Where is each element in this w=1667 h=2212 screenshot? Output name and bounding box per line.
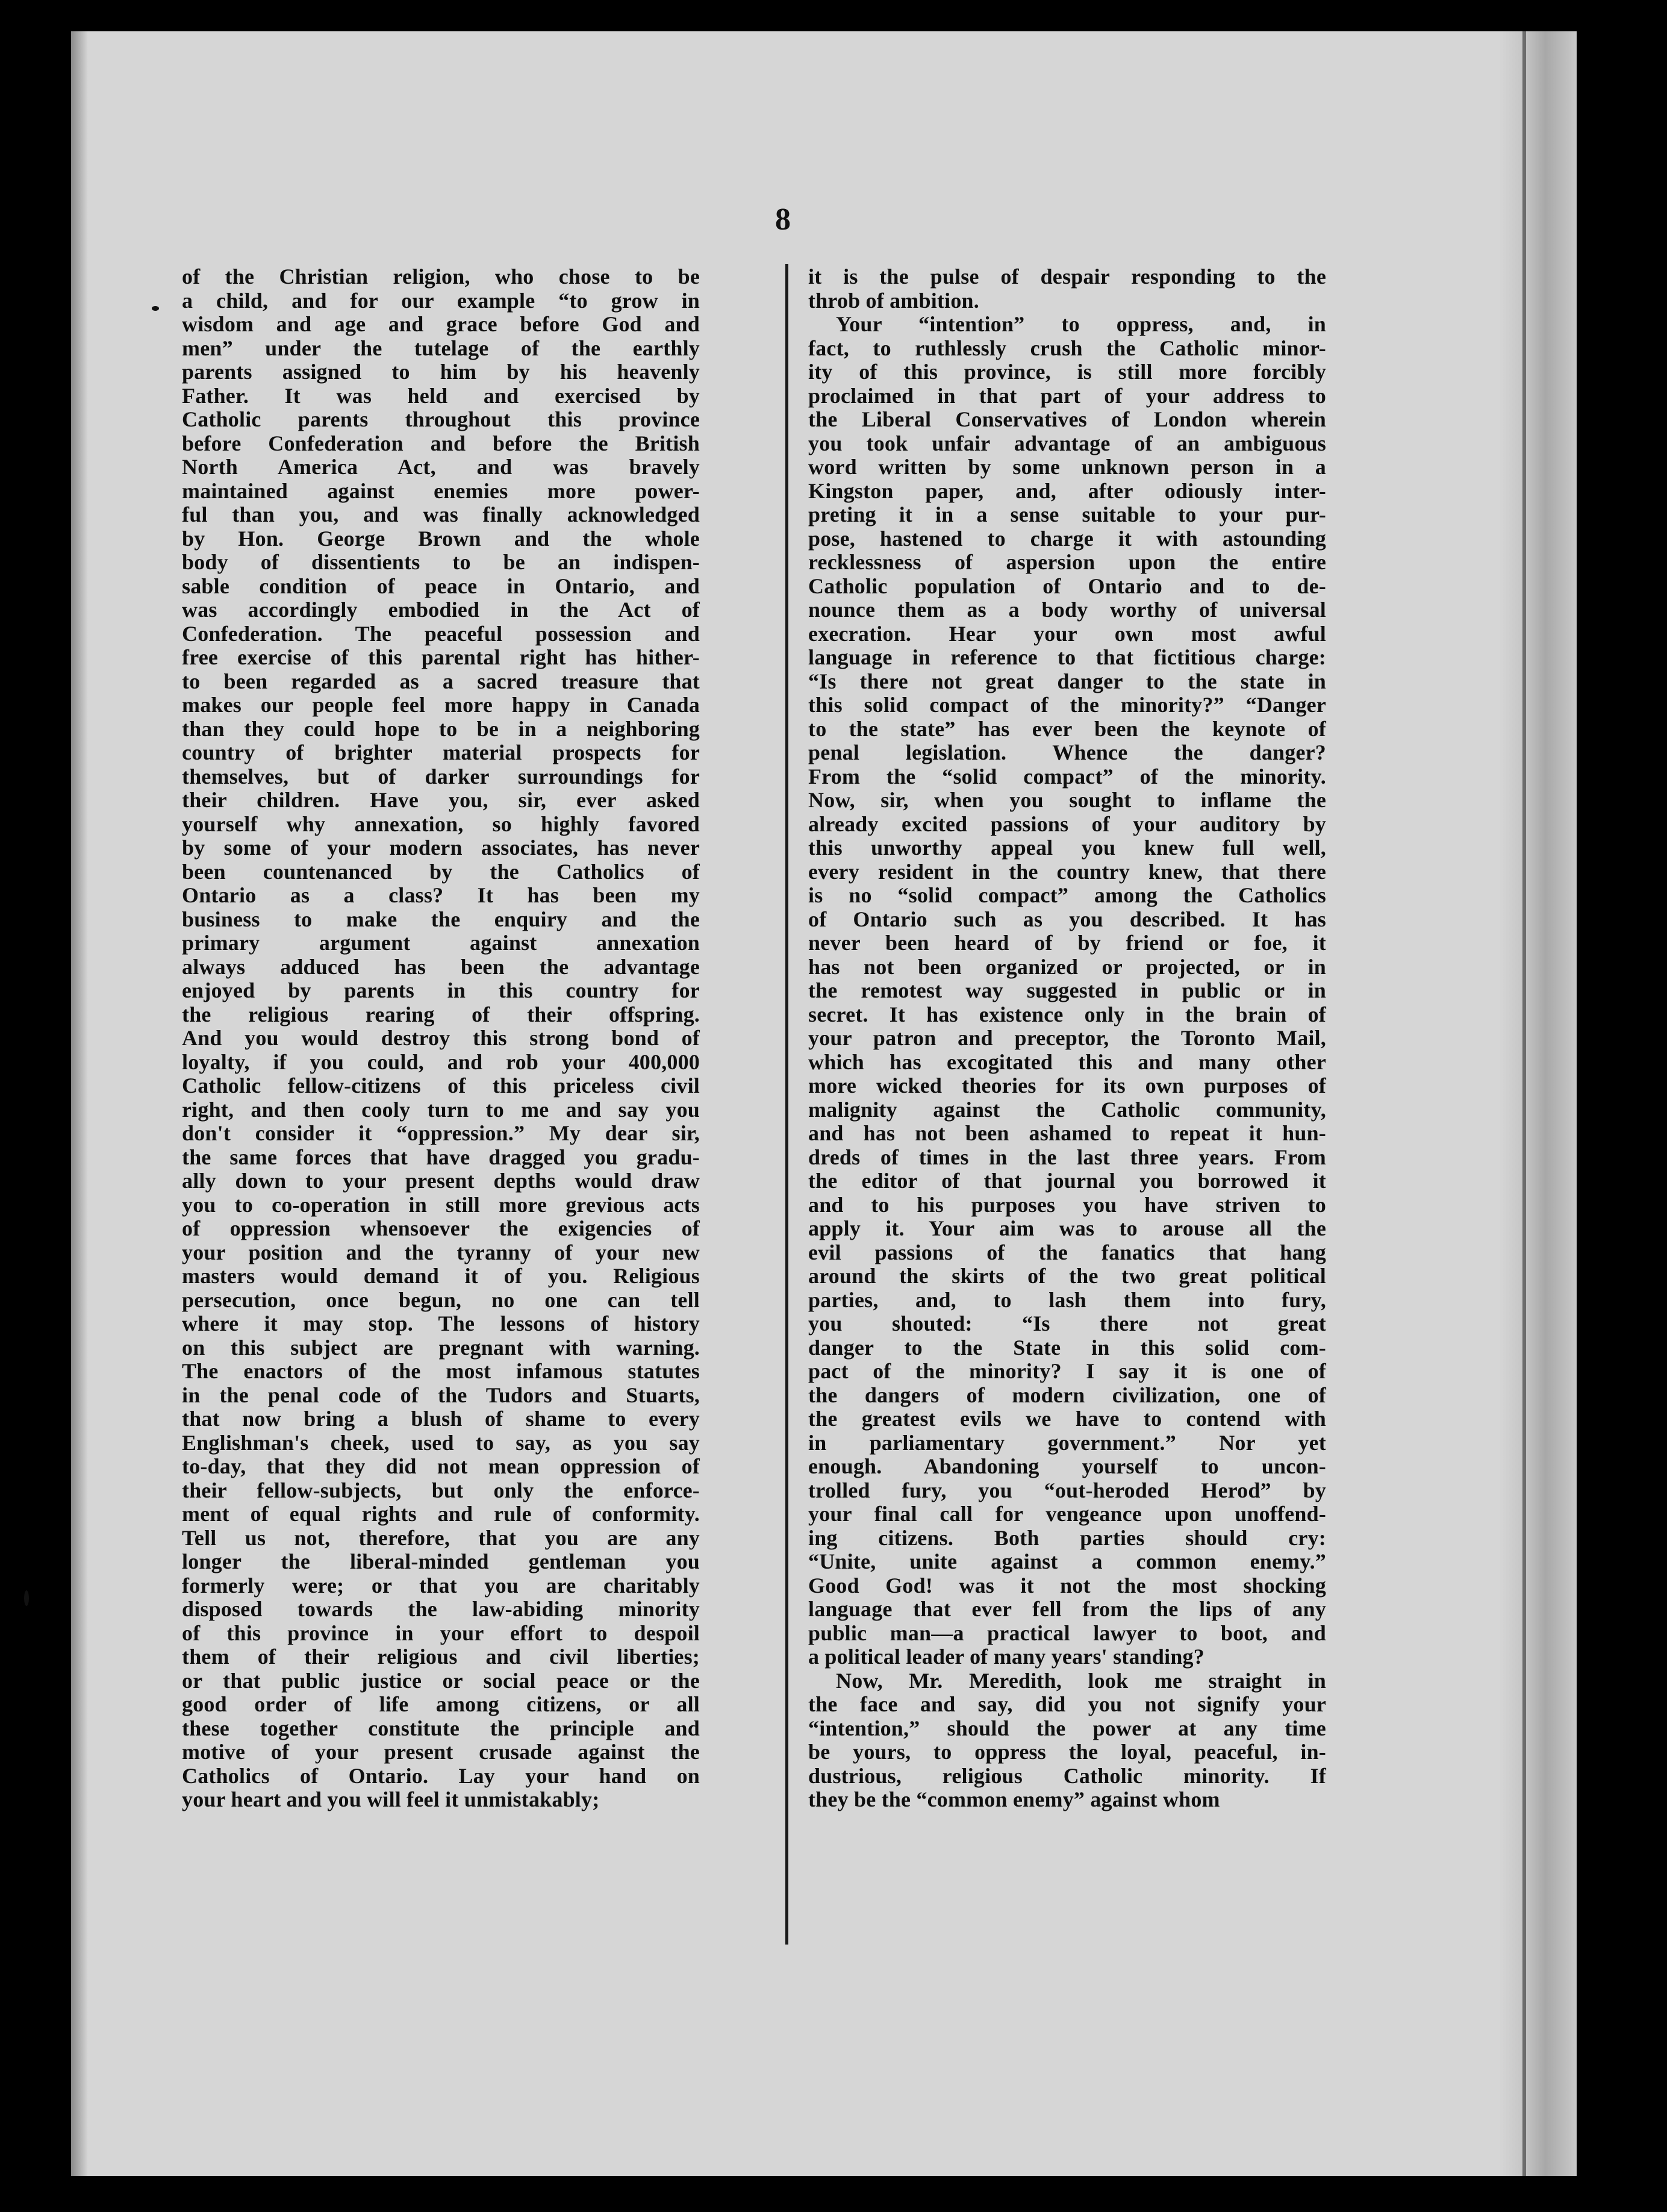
text-line: men” under the tutelage of the earthly <box>182 336 700 360</box>
text-line: parents assigned to him by his heavenly <box>182 360 700 384</box>
text-line: than they could hope to be in a neighboring <box>182 716 700 741</box>
text-line: language that ever fell from the lips of any <box>808 1597 1326 1621</box>
text-line: pose, hastened to charge it with astounding <box>808 526 1326 551</box>
text-line: your heart and you will feel it unmistakably; <box>182 1787 600 1811</box>
text-line: their fellow-subjects, but only the enforce- <box>182 1478 700 1502</box>
text-line: proclaimed in that part of your address to <box>808 383 1326 408</box>
text-line: danger to the State in this solid com- <box>808 1335 1326 1360</box>
text-line: to been regarded as a sacred treasure that <box>182 669 700 693</box>
text-line: and has not been ashamed to repeat it hun- <box>808 1121 1326 1145</box>
text-line: the remotest way suggested in public or in <box>808 978 1326 1002</box>
text-line: already excited passions of your auditory by <box>808 811 1326 836</box>
text-line: motive of your present crusade against the <box>182 1740 700 1764</box>
text-line: malignity against the Catholic community, <box>808 1097 1326 1122</box>
text-line: parties, and, to lash them into fury, <box>808 1287 1326 1312</box>
text-line: a political leader of many years' standing? <box>808 1645 1204 1669</box>
text-line: the greatest evils we have to contend with <box>808 1407 1326 1431</box>
page-edge-shadow <box>71 31 88 2176</box>
text-line: “Unite, unite against a common enemy.” <box>808 1549 1326 1573</box>
right-text-column <box>808 265 1326 1812</box>
text-line: preting it in a sense suitable to your pur- <box>808 502 1326 526</box>
text-line: them of their religious and civil liberties; <box>182 1645 700 1669</box>
text-line: longer the liberal-minded gentleman you <box>182 1549 700 1573</box>
text-line: trolled fury, you “out-heroded Herod” by <box>808 1478 1326 1502</box>
text-line: loyalty, if you could, and rob your 400,000 <box>182 1049 700 1074</box>
text-line: From the “solid compact” of the minority. <box>808 764 1326 789</box>
text-line: your patron and preceptor, the Toronto Mail, <box>808 1026 1326 1050</box>
text-line: enjoyed by parents in this country for <box>182 978 700 1002</box>
text-line: penal legislation. Whence the danger? <box>808 740 1326 764</box>
text-line: the face and say, did you not signify your <box>808 1692 1326 1716</box>
text-line: you to co-operation in still more grevious acts <box>182 1192 700 1217</box>
text-line: fact, to ruthlessly crush the Catholic minor- <box>808 336 1326 360</box>
text-line: this solid compact of the minority?” “Danger <box>808 693 1326 717</box>
text-line: dreds of times in the last three years. From <box>808 1145 1326 1169</box>
text-line: execration. Hear your own most awful <box>808 621 1326 646</box>
text-line: persecution, once begun, no one can tell <box>182 1287 700 1312</box>
page-number: 8 <box>775 202 791 237</box>
text-line: enough. Abandoning yourself to uncon- <box>808 1454 1326 1478</box>
text-line: ity of this province, is still more forcibly <box>808 360 1326 384</box>
text-line: the same forces that have dragged you gradu- <box>182 1145 700 1169</box>
text-line: every resident in the country knew, that there <box>808 859 1326 884</box>
text-line: secret. It has existence only in the brain of <box>808 1002 1326 1026</box>
text-line: “intention,” should the power at any time <box>808 1716 1326 1740</box>
text-line: right, and then cooly turn to me and say you <box>182 1097 700 1122</box>
text-line: which has excogitated this and many other <box>808 1049 1326 1074</box>
text-line: formerly were; or that you are charitably <box>182 1573 700 1598</box>
text-line: of Ontario such as you described. It has <box>808 907 1326 931</box>
text-line: the Liberal Conservatives of London wherein <box>808 407 1326 431</box>
text-line: ally down to your present depths would draw <box>182 1169 700 1193</box>
page-fold-line <box>1522 31 1526 2176</box>
text-line: always adduced has been the advantage <box>182 954 700 979</box>
text-line: is no “solid compact” among the Catholics <box>808 883 1326 907</box>
text-line: these together constitute the principle and <box>182 1716 700 1740</box>
text-line: masters would demand it of you. Religious <box>182 1264 700 1288</box>
text-line: in parliamentary government.” Nor yet <box>808 1430 1326 1455</box>
text-line: you took unfair advantage of an ambiguous <box>808 431 1326 455</box>
text-line: Confederation. The peaceful possession and <box>182 621 700 646</box>
text-line: more wicked theories for its own purposes of <box>808 1073 1326 1098</box>
text-line: Catholic fellow-citizens of this priceless civil <box>182 1073 700 1098</box>
text-line: dustrious, religious Catholic minority. If <box>808 1763 1326 1788</box>
text-line: Catholics of Ontario. Lay your hand on <box>182 1763 700 1788</box>
text-line: ing citizens. Both parties should cry: <box>808 1525 1326 1550</box>
text-line: of oppression whensoever the exigencies of <box>182 1216 700 1240</box>
text-line: your position and the tyranny of your new <box>182 1240 700 1264</box>
text-line: a child, and for our example “to grow in <box>182 288 700 313</box>
text-line: primary argument against annexation <box>182 931 700 955</box>
text-line: to-day, that they did not mean oppression of <box>182 1454 700 1478</box>
print-speck <box>152 306 159 311</box>
text-line: yourself why annexation, so highly favored <box>182 811 700 836</box>
text-line: you shouted: “Is there not great <box>808 1311 1326 1336</box>
text-line: the religious rearing of their offspring. <box>182 1002 700 1026</box>
text-line: of the Christian religion, who chose to be <box>182 264 700 289</box>
text-line: wisdom and age and grace before God and <box>182 312 700 336</box>
text-line: maintained against enemies more power- <box>182 478 700 503</box>
text-line: country of brighter material prospects for <box>182 740 700 764</box>
text-line: on this subject are pregnant with warning. <box>182 1335 700 1360</box>
text-line: disposed towards the law-abiding minority <box>182 1597 700 1621</box>
text-line: recklessness of aspersion upon the entire <box>808 550 1326 574</box>
text-line: word written by some unknown person in a <box>808 455 1326 479</box>
text-line: been countenanced by the Catholics of <box>182 859 700 884</box>
print-speck <box>24 1590 29 1606</box>
text-line: has not been organized or projected, or in <box>808 954 1326 979</box>
text-line: pact of the minority? I say it is one of <box>808 1359 1326 1383</box>
text-line: language in reference to that fictitious charge: <box>808 645 1326 669</box>
text-line: Your “intention” to oppress, and, in <box>836 312 1326 336</box>
text-line: by Hon. George Brown and the whole <box>182 526 700 551</box>
page-fold-shadow <box>1498 31 1577 2176</box>
text-line: body of dissentients to be an indispen- <box>182 550 700 574</box>
text-line: themselves, but of darker surroundings for <box>182 764 700 789</box>
text-line: apply it. Your aim was to arouse all the <box>808 1216 1326 1240</box>
text-line: was accordingly embodied in the Act of <box>182 598 700 622</box>
text-line: around the skirts of the two great political <box>808 1264 1326 1288</box>
text-line: to the state” has ever been the keynote of <box>808 716 1326 741</box>
text-line: Good God! was it not the most shocking <box>808 1573 1326 1598</box>
text-line: the dangers of modern civilization, one of <box>808 1382 1326 1407</box>
text-line: Catholic parents throughout this province <box>182 407 700 431</box>
text-line: free exercise of this parental right has hither- <box>182 645 700 669</box>
text-line: Englishman's cheek, used to say, as you say <box>182 1430 700 1455</box>
text-line: of this province in your effort to despoil <box>182 1620 700 1645</box>
text-line: the editor of that journal you borrowed it <box>808 1169 1326 1193</box>
text-line: by some of your modern associates, has never <box>182 836 700 860</box>
text-line: where it may stop. The lessons of history <box>182 1311 700 1336</box>
text-line: or that public justice or social peace or the <box>182 1668 700 1693</box>
column-divider-rule <box>785 264 788 1945</box>
text-line: public man—a practical lawyer to boot, and <box>808 1620 1326 1645</box>
text-line: they be the “common enemy” against whom <box>808 1787 1220 1811</box>
text-line: Kingston paper, and, after odiously inter- <box>808 478 1326 503</box>
text-line: good order of life among citizens, or all <box>182 1692 700 1716</box>
text-line: Now, Mr. Meredith, look me straight in <box>836 1668 1326 1693</box>
text-line: Ontario as a class? It has been my <box>182 883 700 907</box>
text-line: sable condition of peace in Ontario, and <box>182 573 700 598</box>
text-line: this unworthy appeal you knew full well, <box>808 836 1326 860</box>
text-line: never been heard of by friend or foe, it <box>808 931 1326 955</box>
left-text-column <box>182 265 700 1812</box>
text-line: throb of ambition. <box>808 288 979 313</box>
text-line: don't consider it “oppression.” My dear sir, <box>182 1121 700 1145</box>
text-line: makes our people feel more happy in Canada <box>182 693 700 717</box>
text-line: “Is there not great danger to the state in <box>808 669 1326 693</box>
text-line: ful than you, and was finally acknowledged <box>182 502 700 526</box>
text-line: their children. Have you, sir, ever asked <box>182 788 700 812</box>
text-line: it is the pulse of despair responding to the <box>808 264 1326 289</box>
text-line: And you would destroy this strong bond of <box>182 1026 700 1050</box>
text-line: and to his purposes you have striven to <box>808 1192 1326 1217</box>
text-line: Tell us not, therefore, that you are any <box>182 1525 700 1550</box>
text-line: Now, sir, when you sought to inflame the <box>808 788 1326 812</box>
text-line: evil passions of the fanatics that hang <box>808 1240 1326 1264</box>
text-line: nounce them as a body worthy of universal <box>808 598 1326 622</box>
text-line: in the penal code of the Tudors and Stuarts, <box>182 1382 700 1407</box>
text-line: North America Act, and was bravely <box>182 455 700 479</box>
text-line: that now bring a blush of shame to every <box>182 1407 700 1431</box>
text-line: Catholic population of Ontario and to de- <box>808 573 1326 598</box>
text-line: business to make the enquiry and the <box>182 907 700 931</box>
text-line: The enactors of the most infamous statutes <box>182 1359 700 1383</box>
text-line: ment of equal rights and rule of conformity. <box>182 1502 700 1526</box>
text-line: before Confederation and before the British <box>182 431 700 455</box>
text-line: be yours, to oppress the loyal, peaceful, in- <box>808 1740 1326 1764</box>
text-line: Father. It was held and exercised by <box>182 383 700 408</box>
text-line: your final call for vengeance upon unoffend- <box>808 1502 1326 1526</box>
